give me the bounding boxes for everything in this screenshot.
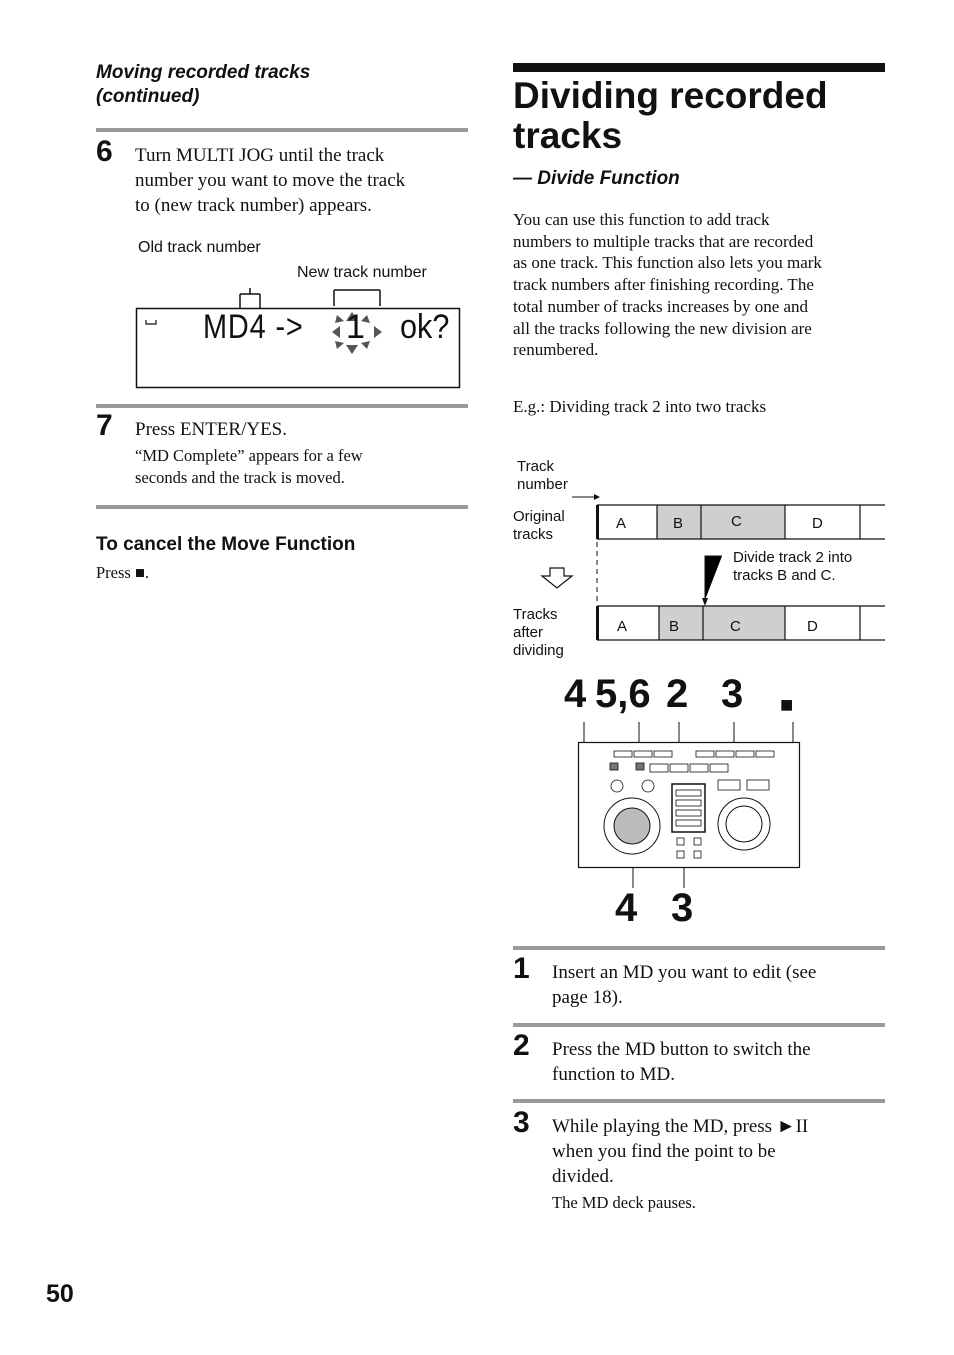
track-number-label-line1: Track (517, 458, 554, 475)
segment-label: C (730, 618, 741, 635)
tracks-after-line2: after (513, 624, 544, 641)
step3-text (552, 1114, 887, 1189)
step1-text-line2: page 18). (552, 987, 623, 1008)
segment-label: D (812, 515, 823, 532)
step7-text: Press ENTER/YES. (135, 419, 287, 440)
page-title-line1: Dividing recorded (513, 75, 828, 116)
step6-number: 6 (96, 135, 113, 168)
step7-end-rule (96, 505, 468, 509)
step2-text-line2: function to MD. (552, 1064, 675, 1085)
step3-text-line2: when you find the point to be (552, 1141, 776, 1162)
original-tracks-line1: Original (513, 508, 565, 525)
step1-text (552, 960, 887, 1010)
device-callout-number: 4 (615, 886, 638, 930)
track-number-label (517, 458, 568, 494)
device-callout-number: 3 (671, 886, 694, 930)
cancel-move-text: Press ■. (96, 563, 150, 582)
step3-note: The MD deck pauses. (552, 1193, 696, 1212)
step1-rule (513, 946, 885, 950)
page-subtitle: — Divide Function (513, 168, 680, 189)
divide-callout-line2: tracks B and C. (733, 567, 836, 584)
intro-line: numbers to multiple tracks that are recorded (513, 231, 814, 251)
step6-text (135, 143, 470, 218)
cancel-move-heading: To cancel the Move Function (96, 534, 356, 555)
intro-paragraph (513, 209, 888, 361)
step6-text-line1: Turn MULTI JOG until the track (135, 145, 385, 166)
section-title-line2: (continued) (96, 86, 200, 107)
step1-number: 1 (513, 952, 530, 985)
title-top-bar (513, 63, 885, 72)
tracks-after-line1: Tracks (513, 606, 558, 623)
tracks-after-line3: dividing (513, 642, 564, 659)
segment-label: D (807, 618, 818, 635)
segment-label: A (616, 515, 627, 532)
divide-callout (733, 549, 852, 585)
segment-label: B (669, 618, 680, 635)
step2-number: 2 (513, 1029, 530, 1062)
step7-number: 7 (96, 409, 113, 442)
section-continued-title (96, 61, 310, 109)
segment-label: B (673, 515, 684, 532)
example-caption: E.g.: Dividing track 2 into two tracks (513, 397, 767, 416)
md-deck-illustration (574, 718, 806, 900)
step6-text-line2: number you want to move the track (135, 170, 406, 191)
segment-label: C (731, 513, 742, 530)
tracks-after-dividing-label (513, 606, 564, 660)
device-callout-number: 3 (721, 672, 744, 716)
device-callout-number: 5,6 (595, 672, 651, 716)
step3-text-line1: While playing the MD, press ►II (552, 1116, 809, 1137)
lcd-text-ok: ok? (400, 308, 450, 346)
step2-rule (513, 1023, 885, 1027)
step7-rule (96, 404, 468, 408)
intro-line: total number of tracks increases by one and (513, 296, 809, 316)
lcd-digit: 1 (346, 308, 365, 346)
lcd-text-main: MD4 -> (203, 308, 304, 346)
intro-line: all the tracks following the new division are (513, 318, 812, 338)
intro-line: track numbers after finishing recording. The (513, 275, 814, 295)
step3-rule (513, 1099, 885, 1103)
intro-line: You can use this function to add track (513, 210, 770, 229)
step7-note-line2: seconds and the track is moved. (135, 468, 345, 487)
step3-number: 3 (513, 1106, 530, 1139)
old-track-number-label: Old track number (138, 239, 261, 256)
segment-label: A (617, 618, 628, 635)
step6-rule (96, 128, 468, 132)
intro-line: renumbered. (513, 340, 599, 360)
device-callout-number: 4 (564, 672, 587, 716)
step2-text (552, 1037, 887, 1087)
stop-symbol: ■ (780, 692, 794, 717)
step2-text-line1: Press the MD button to switch the (552, 1039, 811, 1060)
step7-note-line1: “MD Complete” appears for a few (135, 446, 363, 465)
original-tracks-label (513, 508, 565, 544)
divide-callout-line1: Divide track 2 into (733, 549, 853, 566)
step3-text-line3: divided. (552, 1166, 614, 1187)
step1-text-line1: Insert an MD you want to edit (see (552, 962, 817, 983)
page-title (513, 76, 828, 156)
track-number-label-line2: number (517, 476, 568, 493)
page-title-line2: tracks (513, 115, 623, 156)
page-number: 50 (46, 1280, 74, 1308)
section-title-line1: Moving recorded tracks (96, 62, 311, 83)
step7-note (135, 445, 470, 489)
intro-line: as one track. This function also lets you mark (513, 253, 822, 273)
device-callout-number: 2 (666, 672, 689, 716)
new-track-number-label: New track number (297, 264, 427, 281)
original-tracks-line2: tracks (513, 526, 554, 543)
step6-text-line3: to (new track number) appears. (135, 195, 372, 216)
